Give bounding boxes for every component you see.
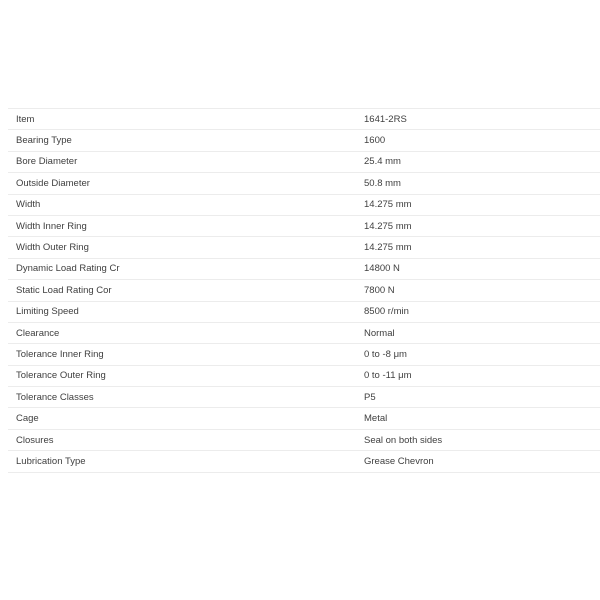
spec-label: Clearance xyxy=(16,327,60,339)
spec-row-cage xyxy=(8,408,600,429)
spec-label: Width xyxy=(16,199,41,211)
spec-label: Limiting Speed xyxy=(16,306,79,318)
spec-row-width-outer-ring xyxy=(8,237,600,258)
spec-value: 25.4 mm xyxy=(364,156,401,168)
spec-label: Width Inner Ring xyxy=(16,220,87,232)
spec-label: Static Load Rating Cor xyxy=(16,284,112,296)
spec-label: Closures xyxy=(16,434,54,446)
spec-row-width xyxy=(8,195,600,216)
spec-row-lubrication-type xyxy=(8,451,600,472)
spec-value: 14.275 mm xyxy=(364,220,412,232)
spec-value: 1600 xyxy=(364,135,386,147)
spec-value: 14.275 mm xyxy=(364,199,412,211)
spec-label: Lubrication Type xyxy=(16,455,86,467)
spec-value: Seal on both sides xyxy=(364,434,443,446)
spec-row-item xyxy=(8,109,600,130)
spec-value: P5 xyxy=(364,391,376,403)
spec-row-outside-diameter xyxy=(8,173,600,194)
spec-label: Dynamic Load Rating Cr xyxy=(16,263,120,275)
spec-row-bore-diameter xyxy=(8,152,600,173)
spec-label: Outside Diameter xyxy=(16,177,90,189)
spec-label: Bore Diameter xyxy=(16,156,78,168)
spec-value: Grease Chevron xyxy=(364,455,434,467)
spec-row-limiting-speed xyxy=(8,302,600,323)
spec-row-tolerance-outer-ring xyxy=(8,366,600,387)
spec-value: Metal xyxy=(364,413,388,425)
spec-row-dynamic-load-rating xyxy=(8,259,600,280)
spec-value: 8500 r/min xyxy=(364,306,409,318)
spec-row-bearing-type xyxy=(8,130,600,151)
spec-row-tolerance-inner-ring xyxy=(8,344,600,365)
spec-label: Item xyxy=(16,113,35,125)
spec-row-static-load-rating xyxy=(8,280,600,301)
spec-row-tolerance-classes xyxy=(8,387,600,408)
spec-label: Tolerance Outer Ring xyxy=(16,370,106,382)
spec-value: 0 to -11 μm xyxy=(364,370,412,382)
spec-row-clearance xyxy=(8,323,600,344)
spec-label: Tolerance Inner Ring xyxy=(16,348,104,360)
spec-label: Width Outer Ring xyxy=(16,242,89,254)
spec-table xyxy=(8,108,600,473)
spec-value: 50.8 mm xyxy=(364,177,401,189)
spec-value: 1641-2RS xyxy=(364,113,407,125)
spec-value: Normal xyxy=(364,327,395,339)
spec-value: 7800 N xyxy=(364,284,395,296)
spec-row-width-inner-ring xyxy=(8,216,600,237)
spec-value: 14800 N xyxy=(364,263,400,275)
spec-label: Bearing Type xyxy=(16,135,72,147)
spec-value: 0 to -8 μm xyxy=(364,348,407,360)
spec-label: Cage xyxy=(16,413,39,425)
spec-label: Tolerance Classes xyxy=(16,391,94,403)
spec-row-closures xyxy=(8,430,600,451)
spec-value: 14.275 mm xyxy=(364,242,412,254)
